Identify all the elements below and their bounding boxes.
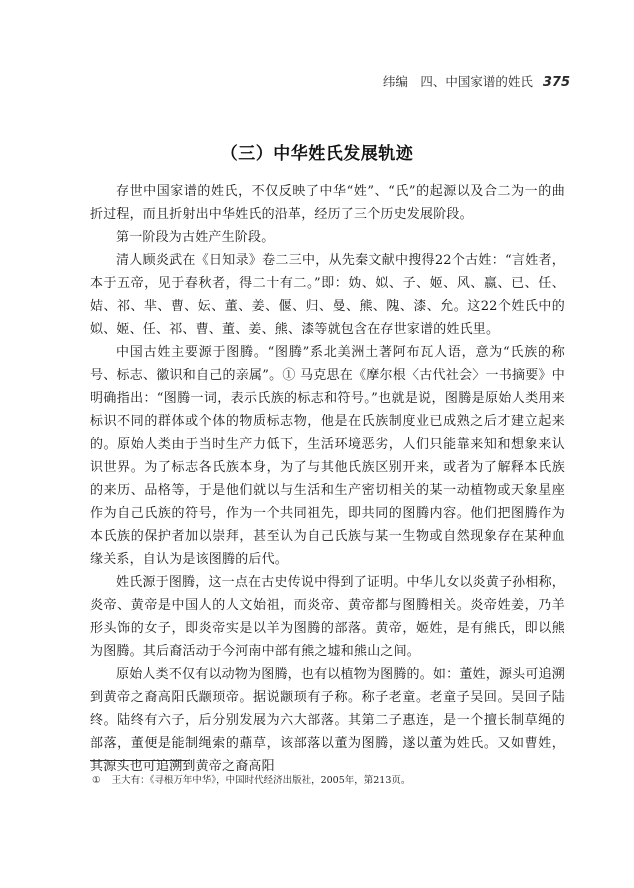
footnote-mark: ① [92,775,101,786]
page-number: 375 [542,75,570,90]
footnote-text: 王大有：《寻根万年中华》，中国时代经济出版社，2005年，第213页。 [111,775,411,786]
footnote-divider [90,760,190,761]
section-title: （三）中华姓氏发展轨迹 [220,144,414,164]
paragraph: 清人顾炎武在《日知录》卷二三中，从先秦文献中搜得22个古姓：“言姓者，本于五帝，见于春秋者，得二十有二。”即：妫、姒、子、姬、风、嬴、已、任、姞、祁、芈、曹、妘、董、姜、偃、归、曼、熊、隗、漆、允。这22个姓氏中的姒、姬、任、祁、曹、董、姜、熊、漆等就包含在存世家谱的姓氏里。 [90,253,565,337]
paragraph: 存世中国家谱的姓氏，不仅反映了中华“姓”、“氏”的起源以及合二为一的曲折过程，而且折射出中华姓氏的沿革，经历了三个历史发展阶段。 [90,184,565,222]
paragraph: 原始人类不仅有以动物为图腾，也有以植物为图腾的。如：董姓，源头可追溯到黄帝之裔高阳氏颛顼帝。据说颛顼有子称。称子老童。老童子吴回。吴回子陆终。陆终有六子，后分别发展为六大部落。其第二子惠连，是一个擅长制草绳的部落，董便是能制绳索的薡草，该部落以董为图腾，遂以董为姓氏。又如曹姓，其源头也可追溯到黄帝之裔高阳 [90,667,565,774]
running-header [383,72,570,90]
paragraph: 中国古姓主要源于图腾。“图腾”系北美洲土著阿布瓦人语，意为“氏族的称号、标志、徽识和自己的亲属”。① 马克思在《摩尔根〈古代社会〉一书摘要》中明确指出：“图腾一词，表示氏族的标志和符号。”也就是说，图腾是原始人类用来标识不同的群体或个体的物质标志物，他是在氏族制度业已成熟之后才建立起来的。原始人类由于当时生产力低下，生活环境恶劣，人们只能靠来知和想象来认识世界。为了标志各氏族本身，为了与其他氏族区别开来，或者为了解释本氏族的来历、品格等，于是他们就以与生活和生产密切相关的某一动植物或天象星座作为自己氏族的符号，作为一个共同祖先，即共同的图腾内容。他们把图腾作为本氏族的保护者加以崇拜，甚至认为自己氏族与某一生物或自然现象存在某种血缘关系，自认为是该图腾的后代。 [90,345,565,567]
footnote [92,772,562,786]
paragraph: 第一阶段为古姓产生阶段。 [116,230,275,245]
body-text [90,180,565,778]
running-title: 纬编 四、中国家谱的姓氏 [382,74,533,89]
paragraph: 姓氏源于图腾，这一点在古史传说中得到了证明。中华儿女以炎黄子孙相称，炎帝、黄帝是中国人的人文始祖，而炎帝、黄帝都与图腾相关。炎帝姓姜，乃羊形头饰的女子，即炎帝实是以羊为图腾的部落。黄帝，姬姓，是有熊氏，即以熊为图腾。其后裔活动于今河南中部有熊之墟和熊山之间。 [90,575,565,659]
